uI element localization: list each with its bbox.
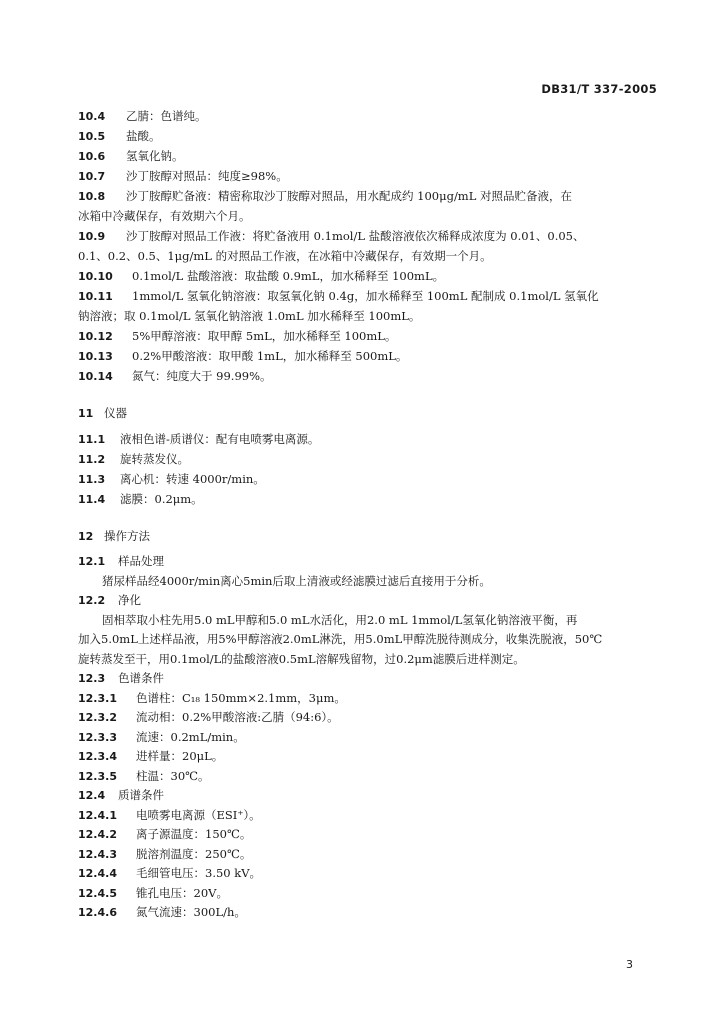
list-item: 11.4 滤膜：0.2μm。: [78, 492, 203, 506]
subsection-heading: 12.3 色谱条件: [78, 671, 164, 685]
list-item-continuation: 钠溶液；取 0.1mol/L 氢氧化钠溶液 1.0mL 加水稀释至 100mL。: [78, 309, 421, 323]
section-heading: 11 仪器: [78, 406, 127, 420]
list-item: 10.10 0.1mol/L 盐酸溶液：取盐酸 0.9mL，加水稀释至 100mL。: [78, 269, 445, 283]
list-item: 10.5 盐酸。: [78, 129, 161, 143]
list-item: 10.8 沙丁胺醇贮备液：精密称取沙丁胺醇对照品，用水配成约 100μg/mL 对照品贮备液，在: [78, 189, 573, 203]
list-item: 12.4.4 毛细管电压：3.50 kV。: [78, 866, 262, 880]
list-item: 12.3.2 流动相：0.2%甲酸溶液:乙腈（94:6）。: [78, 710, 339, 724]
list-item: 12.4.3 脱溶剂温度：250℃。: [78, 846, 252, 861]
list-item: 12.3.5 柱温：30℃。: [78, 768, 210, 783]
list-item: 11.1 液相色谱-质谱仪：配有电喷雾电离源。: [78, 432, 320, 446]
list-item: 10.13 0.2%甲酸溶液：取甲酸 1mL，加水稀释至 500mL。: [78, 349, 408, 363]
list-item: 12.4.1 电喷雾电离源（ESI⁺）。: [78, 807, 261, 822]
section-heading: 12 操作方法: [78, 529, 150, 543]
document-body: [78, 106, 658, 923]
list-item: 10.9 沙丁胺醇对照品工作液：将贮备液用 0.1mol/L 盐酸溶液依次稀释成浓度为 0.01、0.05、: [78, 229, 585, 243]
list-item: 11.2 旋转蒸发仪。: [78, 452, 189, 466]
list-item: 10.12 5%甲醇溶液：取甲醇 5mL，加水稀释至 100mL。: [78, 329, 397, 343]
list-item: 10.7 沙丁胺醇对照品：纯度≥98%。: [78, 169, 288, 183]
subsection-heading: 12.1 样品处理: [78, 554, 164, 568]
list-item: 10.6 氢氧化钠。: [78, 149, 184, 163]
paragraph-line: 猪尿样品经4000r/min离心5min后取上清液或经滤膜过滤后直接用于分析。: [102, 573, 491, 588]
list-item-continuation: 冰箱中冷藏保存，有效期六个月。: [78, 209, 251, 223]
paragraph-line: 加入5.0mL上述样品液，用5%甲醇溶液2.0mL淋洗，用5.0mL甲醇洗脱待测成分，收集洗脱液，50℃: [78, 632, 603, 646]
list-item: 12.3.1 色谱柱：C₁₈ 150mm×2.1mm，3μm。: [78, 690, 346, 705]
list-item: 10.11 1mmol/L 氢氧化钠溶液：取氢氧化钠 0.4g，加水稀释至 100mL 配制成 0.1mol/L 氢氧化: [78, 289, 599, 303]
list-item-continuation: 0.1、0.2、0.5、1μg/mL 的对照品工作液，在冰箱中冷藏保存，有效期一个月。: [78, 249, 492, 263]
list-item: 12.4.2 离子源温度：150℃。: [78, 827, 252, 841]
subsection-heading: 12.2 净化: [78, 593, 141, 607]
paragraph-line: 固相萃取小柱先用5.0 mL甲醇和5.0 mL水活化，用2.0 mL 1mmol/L氢氧化钠溶液平衡，再: [102, 612, 578, 627]
paragraph-line: 旋转蒸发至干，用0.1mol/L的盐酸溶液0.5mL溶解残留物，过0.2μm滤膜后进样测定。: [78, 651, 525, 666]
list-item: 10.4 乙腈：色谱纯。: [78, 109, 207, 123]
standard-code: DB31/T 337-2005: [541, 82, 657, 96]
list-item: 12.3.4 进样量：20μL。: [78, 749, 224, 763]
list-item: 12.3.3 流速：0.2mL/min。: [78, 729, 245, 744]
list-item: 12.4.5 锥孔电压：20V。: [78, 885, 228, 900]
list-item: 12.4.6 氮气流速：300L/h。: [78, 905, 246, 919]
list-item: 10.14 氮气：纯度大于 99.99%。: [78, 369, 272, 383]
subsection-heading: 12.4 质谱条件: [78, 788, 164, 802]
list-item: 11.3 离心机：转速 4000r/min。: [78, 472, 265, 486]
page-number: 3: [626, 958, 633, 971]
